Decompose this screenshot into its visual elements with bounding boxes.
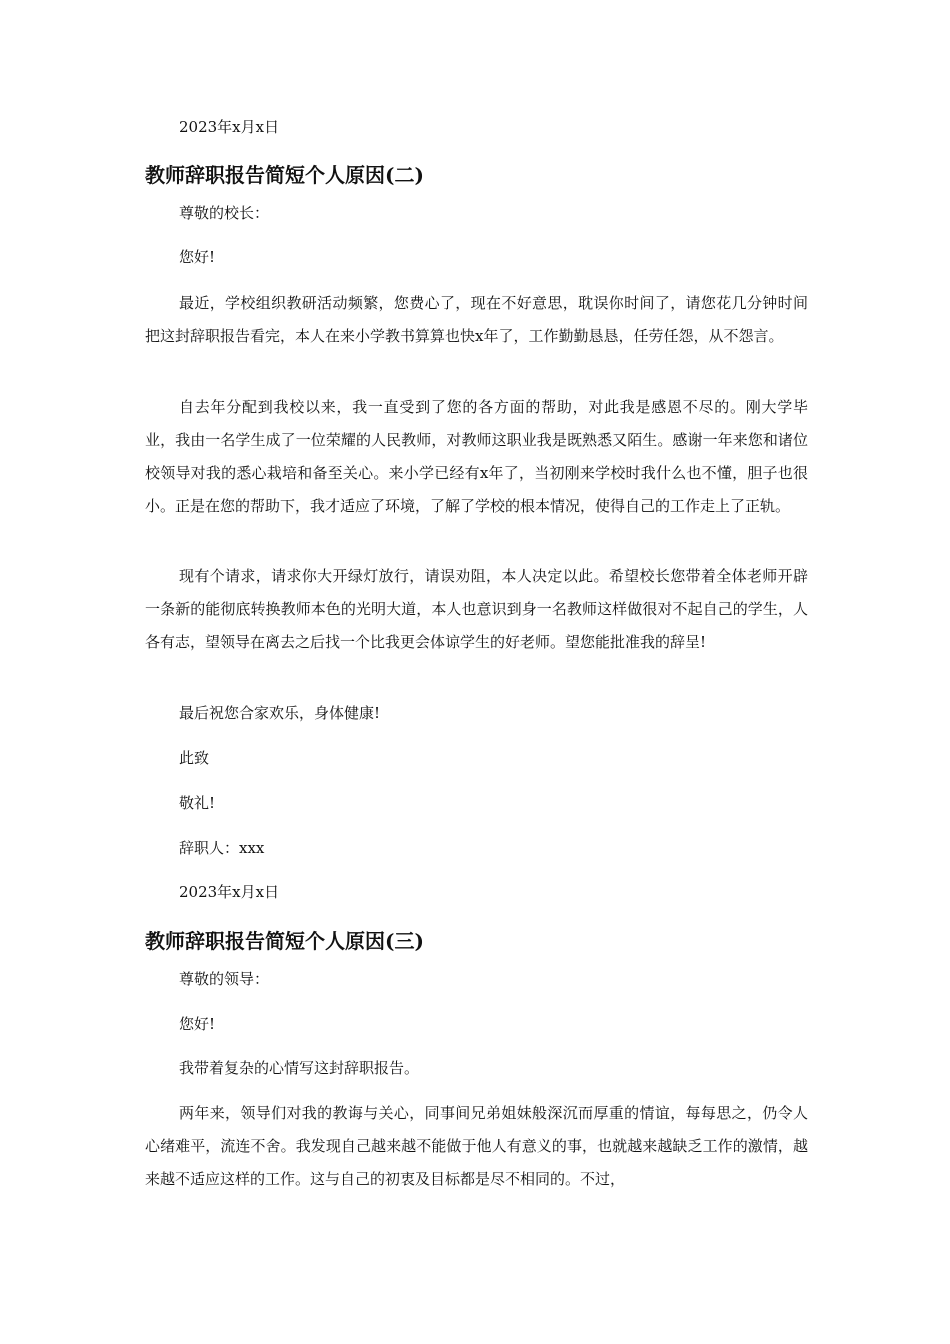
top-date: 2023年x月x日 bbox=[179, 118, 280, 136]
section-three-title: 教师辞职报告简短个人原因(三) bbox=[145, 929, 424, 953]
salutation-leader: 尊敬的领导： bbox=[179, 970, 270, 988]
body-paragraph: 现有个请求，请求你大开绿灯放行，请误劝阻，本人决定以此。希望校长您带着全体老师开辟一条新的能彻底转换教师本色的光明大道，本人也意识到身一名教师这样做很对不起自己的学生，人各有志，望领导在离去之后找一个比我更会体谅学生的好老师。望您能批准我的辞呈! bbox=[145, 567, 808, 651]
signature-line: 辞职人：xxx bbox=[179, 839, 265, 857]
intro-line: 我带着复杂的心情写这封辞职报告。 bbox=[179, 1059, 420, 1077]
date-line: 2023年x月x日 bbox=[179, 883, 280, 901]
greeting: 您好! bbox=[179, 1015, 216, 1033]
section-two-title: 教师辞职报告简短个人原因(二) bbox=[145, 163, 424, 187]
body-paragraph: 最近，学校组织教研活动频繁，您费心了，现在不好意思，耽误你时间了，请您花几分钟时间把这封辞职报告看完，本人在来小学教书算算也快x年了，工作勤勤恳恳，任劳任怨，从不怨言。 bbox=[145, 294, 808, 345]
salute-line: 敬礼! bbox=[179, 794, 216, 812]
body-paragraph: 两年来，领导们对我的教诲与关心，同事间兄弟姐妹般深沉而厚重的情谊，每每思之，仍令人心绪难平，流连不舍。我发现自己越来越不能做于他人有意义的事，也就越来越缺乏工作的激情，越来越不适应这样的工作。这与自己的初衷及目标都是尽不相同的。不过， bbox=[145, 1104, 808, 1188]
greeting: 您好! bbox=[179, 248, 216, 266]
body-paragraph: 自去年分配到我校以来，我一直受到了您的各方面的帮助，对此我是感恩不尽的。刚大学毕业，我由一名学生成了一位荣耀的人民教师，对教师这职业我是既熟悉又陌生。感谢一年来您和诸位校领导对我的悉心栽培和备至关心。来小学已经有x年了，当初刚来学校时我什么也不懂，胆子也很小。正是在您的帮助下，我才适应了环境，了解了学校的根本情况，使得自己的工作走上了正轨。 bbox=[145, 398, 808, 515]
salutation-principal: 尊敬的校长： bbox=[179, 204, 270, 222]
closing-line: 此致 bbox=[179, 749, 210, 767]
wishes-line: 最后祝您合家欢乐，身体健康! bbox=[179, 704, 381, 722]
